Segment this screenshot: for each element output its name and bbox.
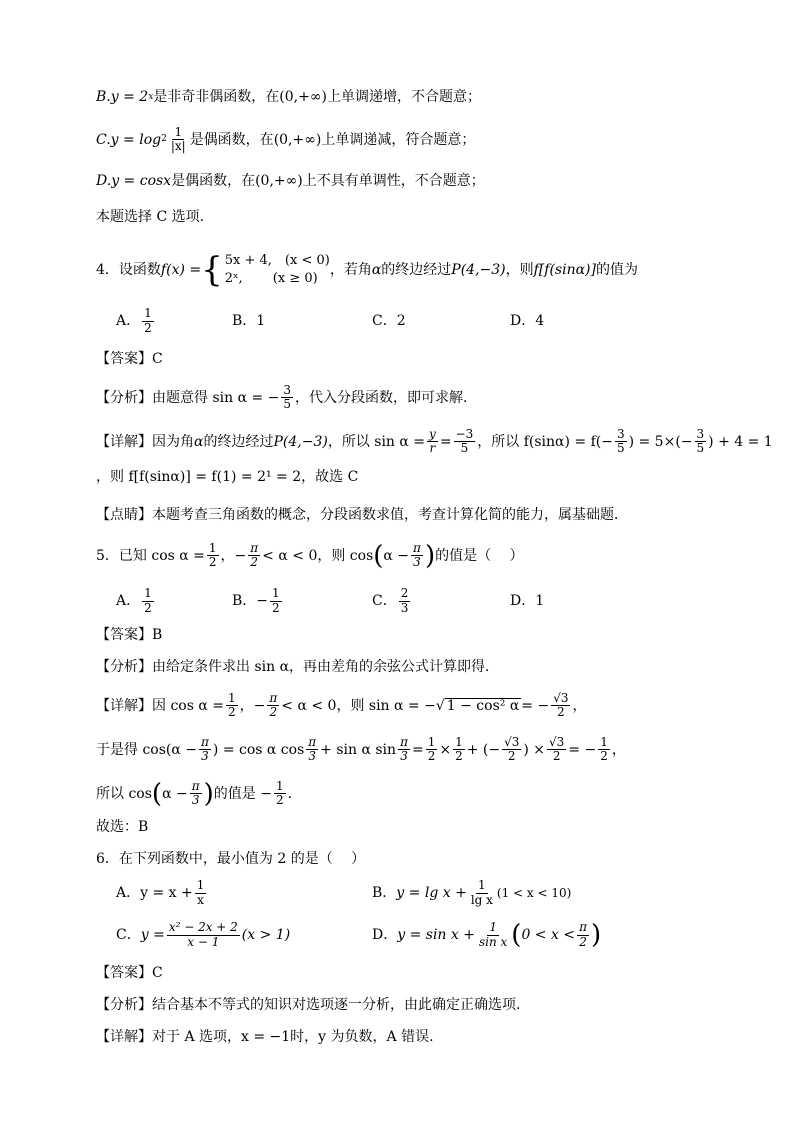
analysis-6: 【分析】 结合基本不等式的知识对选项逐一分析，由此确定正确选项. bbox=[96, 997, 521, 1013]
question-5-stem: 5．已知 cos α = $\frac{1}{2}$ ，− $\frac{\pi}{2}$ < α < 0，则 cos ( α − $\frac{\pi}{3}$ ) 的值是（ ） bbox=[96, 540, 524, 571]
question-6-stem: 6．在下列函数中，最小值为 2 的是（ ） bbox=[96, 851, 366, 867]
analysis-4: 【分析】 由题意得 sin α = − $\frac{3}{5}$ ，代入分段函数，即可求解． bbox=[96, 383, 478, 412]
option-b: B．− $\frac{1}{2}$ bbox=[232, 586, 280, 615]
option-c: C． y = $\frac{\text{x² − 2x + 2}}{x - 1}$ (x > 1) bbox=[116, 920, 291, 949]
answer-5: 【答案】 B bbox=[96, 627, 163, 643]
brace-icon: { bbox=[201, 249, 223, 290]
answer-6: 【答案】 C bbox=[96, 965, 163, 981]
question-4-stem: 4．设函数 f(x) = { 5x + 4, (x < 0) 2ˣ, (x ≥ 0) ，若角 α 的终边经过 P(4,−3) ，则 f[f(sinα)] 的值为 bbox=[96, 249, 638, 290]
detail-4-line2: ，则 f[f(sinα)] = f(1) = 2¹ = 2，故选 C bbox=[96, 469, 359, 485]
question-4-options bbox=[116, 308, 734, 334]
fraction: $\frac{1}{|x|}$ bbox=[170, 125, 186, 154]
option-d: D．1 bbox=[510, 593, 545, 609]
option-c: C．2 bbox=[372, 313, 406, 329]
question-5-options bbox=[116, 588, 734, 614]
detail-5: 【详解】 因 cos α = $\frac{1}{2}$ ，− $\frac{\pi}{2}$ < α < 0，则 sin α = − √ 1 − cos² α = − $\frac{√3}{2}$ ， bbox=[96, 691, 587, 720]
option-b-explanation: B. y = 2 x 是非奇非偶函数，在 (0,+∞) 上单调递增，不合题意； bbox=[96, 89, 481, 105]
option-c: C． $\frac{2}{3}$ bbox=[372, 586, 409, 615]
piecewise-cases: 5x + 4, (x < 0) 2ˣ, (x ≥ 0) bbox=[224, 253, 330, 286]
comment-4: 【点睛】 本题考查三角函数的概念，分段函数求值，考查计算化简的能力，属基础题． bbox=[96, 507, 628, 523]
option-d: D．4 bbox=[510, 313, 545, 329]
conclusion: 本题选择 C 选项. bbox=[96, 209, 205, 225]
answer-4: 【答案】 C bbox=[96, 351, 163, 367]
answer-tag: 【答案】 bbox=[96, 351, 152, 367]
option-a: A． y = x + $\frac{1}{x}$ bbox=[116, 878, 205, 907]
option-b: B．1 bbox=[232, 313, 266, 329]
option-a: A． $\frac{1}{2}$ bbox=[116, 586, 152, 615]
option-d: D． y = sin x + $\frac{1}{\text{sin x}}$ ( 0 < x < $\frac{\pi}{2}$ ) bbox=[372, 920, 602, 950]
option-c-explanation: C. y = log 2 $\frac{1}{|x|}$ 是偶函数，在 (0,+∞) 上单调递减，符合题意； bbox=[96, 125, 476, 154]
choice-5: 故选：B bbox=[96, 819, 149, 835]
detail-5-line2: 于是得 cos(α − $\frac{\pi}{3}$ ) = cos α cos $\frac{\pi}{3}$ + sin α sin $\frac{\pi}{3}$ = $\frac{1}{2}$ × $\frac{1}{2}$ + (− $\frac{√3}{2}$ ) × $\frac{√3}{2}$ = − $\frac{1}{2}$ ， bbox=[96, 735, 626, 764]
q6-row1 bbox=[116, 880, 734, 906]
detail-4: 【详解】 因为角 α 的终边经过 P(4,−3) ，所以 sin α = $\frac{y}{r}$ = $\frac{-3}{5}$ ，所以 f(sinα) = f(− $\frac{3}{5}$ ) = 5×(− $\frac{3}{5}$ ) + 4 = 1 bbox=[96, 427, 773, 456]
detail-5-line3: 所以 cos ( α − $\frac{\pi}{3}$ ) 的值是 − $\frac{1}{2}$ . bbox=[96, 778, 293, 809]
option-d-explanation: D. y = cosx 是偶函数，在 (0,+∞) 上不具有单调性，不合题意； bbox=[96, 173, 485, 189]
q6-row2 bbox=[116, 922, 734, 948]
option-b: B． y = lg x + $\frac{1}{\text{lg x}}$ (1 < x < 10) bbox=[372, 878, 572, 907]
option-a: A． $\frac{1}{2}$ bbox=[116, 306, 152, 335]
analysis-5: 【分析】 由给定条件求出 sin α，再由差角的余弦公式计算即得. bbox=[96, 659, 490, 675]
detail-6: 【详解】 对于 A 选项，x = −1时，y 为负数，A 错误. bbox=[96, 1029, 434, 1045]
